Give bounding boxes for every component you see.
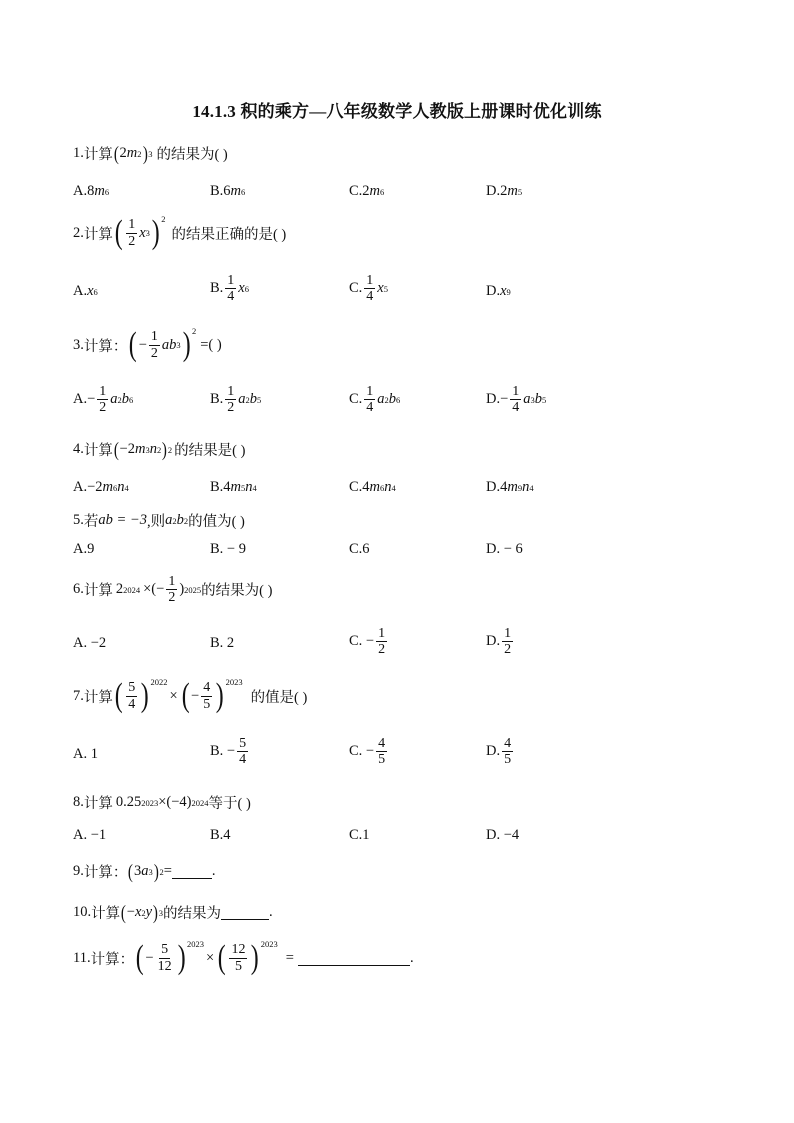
question-4: 4. 计算 ( −2 m 3 n 2 ) 2 的结果是( ) [73, 438, 246, 461]
question-1: 1. 计算 ( 2 m 2 ) 3 的结果为( ) [73, 142, 228, 165]
option-c[interactable]: C.6 [349, 541, 370, 557]
option-c[interactable]: C. − $\frac{4}{5}$ [349, 736, 386, 768]
option-a[interactable]: A. −2 [73, 635, 107, 651]
option-d[interactable]: D. x 9 [486, 283, 511, 299]
option-b[interactable]: B. $\frac{1}{2}$ a 2 b 5 [210, 384, 262, 416]
question-3: 3. 计算： ( − $\frac{1}{2}$ ab 3 ) 2 =( ) [73, 326, 222, 363]
option-d[interactable]: D. −4 [486, 827, 520, 843]
option-c[interactable]: C. 2 m 6 [349, 183, 385, 199]
option-c[interactable]: C.1 [349, 827, 370, 843]
option-b[interactable]: B.4 [210, 827, 231, 843]
answer-blank[interactable] [172, 864, 212, 879]
answer-blank[interactable] [221, 905, 269, 920]
option-d[interactable]: D. − 6 [486, 541, 523, 557]
option-d[interactable]: D. $\frac{4}{5}$ [486, 736, 512, 768]
answer-blank[interactable] [298, 951, 410, 966]
option-c[interactable]: C. − $\frac{1}{2}$ [349, 626, 386, 658]
option-c[interactable]: C. 4 m 6 n 4 [349, 479, 396, 495]
page-title: 14.1.3 积的乘方—八年级数学人教版上册课时优化训练 [192, 102, 602, 121]
question-9: 9. 计算： ( 3 a 3 ) 2 = . [73, 860, 216, 883]
option-d[interactable]: D. − $\frac{1}{4}$ a 3 b 5 [486, 384, 547, 416]
option-a[interactable]: A. −2 m 6 n 4 [73, 479, 129, 495]
option-d[interactable]: D. 4 m 9 n 4 [486, 479, 534, 495]
option-a[interactable]: A.9 [73, 541, 95, 557]
option-b[interactable]: B. 4 m 5 n 4 [210, 479, 257, 495]
option-b[interactable]: B. 2 [210, 635, 235, 651]
option-d[interactable]: D. 2 m 5 [486, 183, 523, 199]
option-a[interactable]: A. 1 [73, 746, 98, 762]
question-10: 10. 计算 ( − x 2 y ) 3 的结果为 . [73, 901, 273, 924]
question-7: 7. 计算 ( $\frac{5}{4}$ ) 2022 × ( − $\frac{4}{5}$ ) 2023 的值是( ) [73, 677, 308, 714]
option-b[interactable]: B. $\frac{1}{4}$ x 6 [210, 273, 249, 305]
question-11: 11. 计算： ( − $\frac{5}{12}$ ) 2023 × ( $\frac{12}{5}$ ) 2023 = . [73, 939, 414, 976]
question-5: 5. 若 ab = −3 ,则 a 2 b 2 的值为( ) [73, 512, 245, 530]
option-b[interactable]: B. 6 m 6 [210, 183, 246, 199]
option-a[interactable]: A. 8 m 6 [73, 183, 110, 199]
question-2: 2. 计算 ( $\frac{1}{2}$ x 3 ) 2 的结果正确的是( ) [73, 214, 287, 251]
option-a[interactable]: A. − $\frac{1}{2}$ a 2 b 6 [73, 384, 134, 416]
question-6: 6. 计算 2 2024 ×(− $\frac{1}{2}$ ) 2025 的结果为( ) [73, 574, 273, 606]
question-8: 8. 计算 0.25 2023 ×(−4) 2024 等于( ) [73, 794, 251, 812]
option-d[interactable]: D. $\frac{1}{2}$ [486, 626, 512, 658]
option-c[interactable]: C. $\frac{1}{4}$ a 2 b 6 [349, 384, 401, 416]
option-b[interactable]: B. − 9 [210, 541, 246, 557]
option-c[interactable]: C. $\frac{1}{4}$ x 5 [349, 273, 388, 305]
option-a[interactable]: A. −1 [73, 827, 107, 843]
option-a[interactable]: A. x 6 [73, 283, 98, 299]
option-b[interactable]: B. − $\frac{5}{4}$ [210, 736, 247, 768]
